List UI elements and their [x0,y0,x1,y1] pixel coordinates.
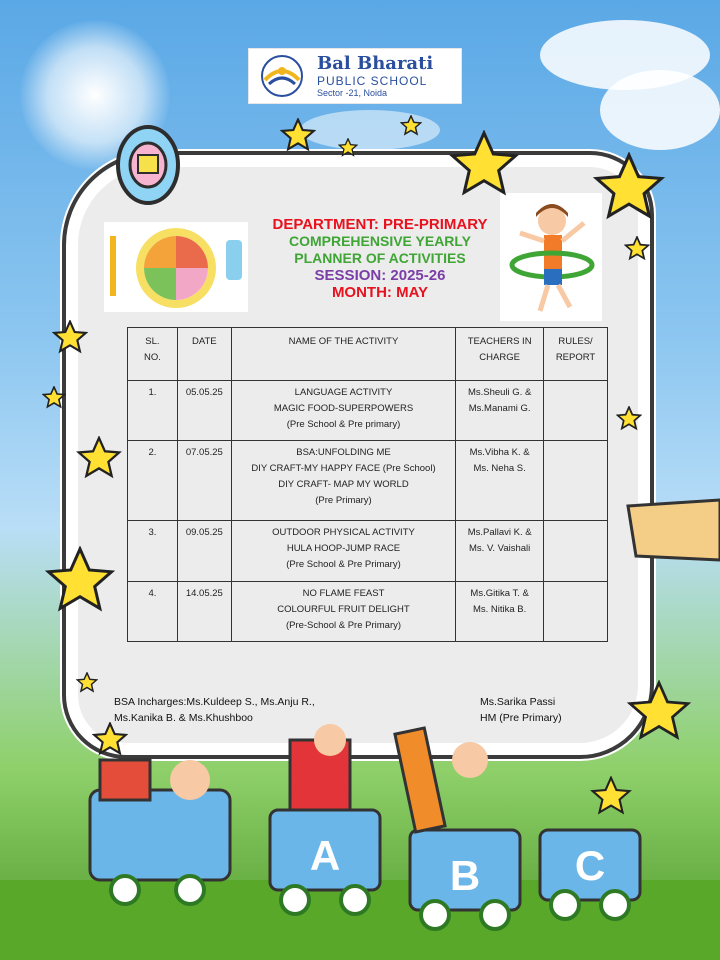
column-header-activity: NAME OF THE ACTIVITY [231,328,455,381]
incharges-line1: BSA Incharges:Ms.Kuldeep S., Ms.Anju R., [114,696,315,708]
star-icon [592,152,666,226]
activity-table [127,327,608,642]
row-number: 2. [128,441,178,521]
row-rules-report [544,441,608,521]
school-location: Sector -21, Noida [317,87,388,98]
food-plate-image [104,222,248,312]
month-label: MONTH: MAY [331,284,429,301]
star-icon [338,138,358,158]
row-teachers: Ms.Sheuli G. & Ms.Manami G. [456,381,544,441]
star-icon [448,130,520,202]
star-icon [76,436,122,482]
star-icon [44,546,116,618]
session-label: SESSION: 2025-26 [314,267,446,284]
planner-title-line2: PLANNER OF ACTIVITIES [294,250,466,266]
star-icon [280,118,316,154]
table-row [128,381,608,441]
row-date: 05.05.25 [177,381,231,441]
table-row [128,521,608,582]
row-teachers: Ms.Pallavi K. & Ms. V. Vaishali [456,521,544,582]
row-number: 4. [128,582,178,642]
column-header-teachers: TEACHERS IN CHARGE [456,328,544,381]
table-header-row [128,328,608,381]
row-number: 1. [128,381,178,441]
row-activity: BSA:UNFOLDING ME DIY CRAFT-MY HAPPY FACE (Pre School) DIY CRAFT- MAP MY WORLD (Pre Primary) [231,441,455,521]
school-logo [248,48,462,104]
hm-title: HM (Pre Primary) [480,712,562,724]
table-row [128,441,608,521]
column-header-rules: RULES/ REPORT [544,328,608,381]
alphabet-train-illustration [80,720,650,940]
row-rules-report [544,521,608,582]
hm-name: Ms.Sarika Passi [480,696,556,708]
planner-title-line1: COMPREHENSIVE YEARLY [288,233,472,249]
train-letter-a: A [309,832,341,879]
row-rules-report [544,381,608,441]
star-icon [42,386,66,410]
signpost-icon [626,496,720,566]
star-icon [400,115,422,137]
star-icon [76,672,98,694]
row-activity: LANGUAGE ACTIVITY MAGIC FOOD-SUPERPOWERS (Pre School & Pre primary) [231,381,455,441]
row-date: 09.05.25 [177,521,231,582]
star-icon [624,236,650,262]
planner-heading [230,216,530,301]
star-icon [616,406,642,432]
row-date: 14.05.25 [177,582,231,642]
incharges-line2: Ms.Kanika B. & Ms.Khushboo [114,712,253,724]
table-row [128,582,608,642]
row-number: 3. [128,521,178,582]
ufo-icon [108,120,188,210]
school-name: Bal Bharati [317,52,434,74]
column-header-sl-no: SL. NO. [128,328,178,381]
department-title: DEPARTMENT: PRE-PRIMARY [272,216,488,233]
row-activity: OUTDOOR PHYSICAL ACTIVITY HULA HOOP-JUMP RACE (Pre School & Pre Primary) [231,521,455,582]
star-icon [52,320,88,356]
school-emblem-icon [257,54,307,98]
school-subtitle: PUBLIC SCHOOL [317,73,428,88]
row-teachers: Ms.Gitika T. & Ms. Nitika B. [456,582,544,642]
column-header-date: DATE [177,328,231,381]
train-letter-b: B [449,852,481,899]
row-activity: NO FLAME FEAST COLOURFUL FRUIT DELIGHT (Pre-School & Pre Primary) [231,582,455,642]
cloud [600,70,720,150]
row-teachers: Ms.Vibha K. & Ms. Neha S. [456,441,544,521]
row-date: 07.05.25 [177,441,231,521]
train-letter-c: C [574,842,606,889]
row-rules-report [544,582,608,642]
